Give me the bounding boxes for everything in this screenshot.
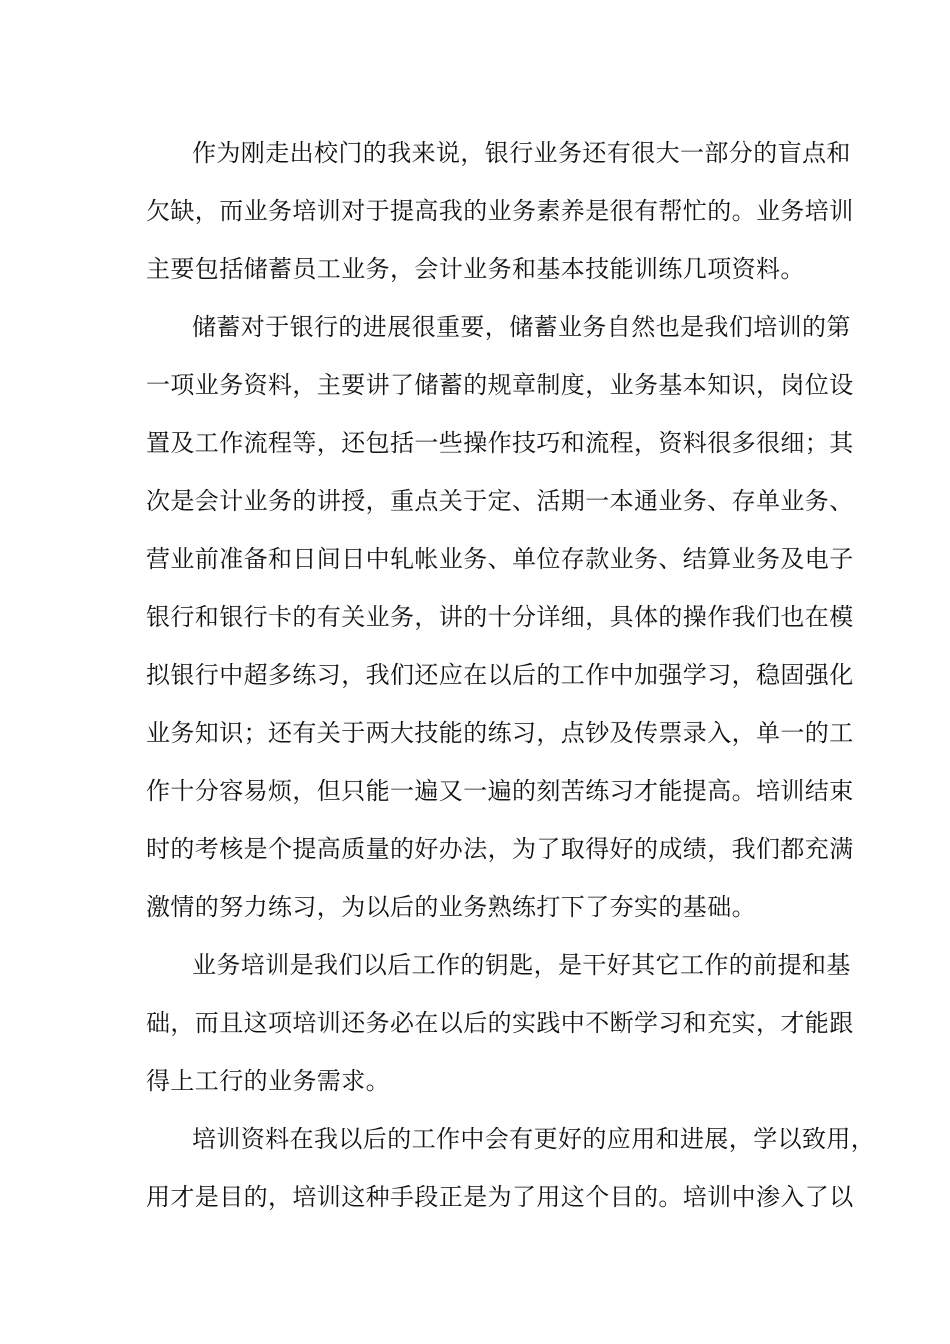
paragraph-2-line-8: 业务知识；还有关于两大技能的练习，点钞及传票录入，单一的工 <box>146 719 854 747</box>
paragraph-2-line-3: 置及工作流程等，还包括一些操作技巧和流程，资料很多很细；其 <box>146 429 854 457</box>
paragraph-2-line-6: 银行和银行卡的有关业务，讲的十分详细，具体的操作我们也在模 <box>146 603 854 631</box>
paragraph-2-line-1: 储蓄对于银行的进展很重要，储蓄业务自然也是我们培训的第 <box>192 313 851 341</box>
paragraph-2-line-5: 营业前准备和日间日中轧帐业务、单位存款业务、结算业务及电子 <box>146 545 854 573</box>
paragraph-3-line-1: 业务培训是我们以后工作的钥匙，是干好其它工作的前提和基 <box>192 951 851 979</box>
paragraph-3-line-2: 础，而且这项培训还务必在以后的实践中不断学习和充实，才能跟 <box>146 1009 854 1037</box>
paragraph-2-line-9: 作十分容易烦，但只能一遍又一遍的刻苦练习才能提高。培训结束 <box>146 777 854 805</box>
paragraph-3-line-3: 得上工行的业务需求。 <box>146 1067 390 1095</box>
paragraph-2-line-10: 时的考核是个提高质量的好办法，为了取得好的成绩，我们都充满 <box>146 835 854 863</box>
paragraph-2-line-7: 拟银行中超多练习，我们还应在以后的工作中加强学习，稳固强化 <box>146 661 854 689</box>
paragraph-4-line-2: 用才是目的，培训这种手段正是为了用这个目的。培训中渗入了以 <box>146 1183 854 1211</box>
paragraph-2-line-2: 一项业务资料，主要讲了储蓄的规章制度，业务基本知识，岗位设 <box>146 371 854 399</box>
paragraph-2-line-11: 激情的努力练习，为以后的业务熟练打下了夯实的基础。 <box>146 893 756 921</box>
paragraph-1-line-3: 主要包括储蓄员工业务，会计业务和基本技能训练几项资料。 <box>146 255 805 283</box>
paragraph-1-line-2: 欠缺，而业务培训对于提高我的业务素养是很有帮忙的。业务培训 <box>146 197 854 225</box>
paragraph-2-line-4: 次是会计业务的讲授，重点关于定、活期一本通业务、存单业务、 <box>146 487 854 515</box>
paragraph-1-line-1: 作为刚走出校门的我来说，银行业务还有很大一部分的盲点和 <box>192 139 851 167</box>
document-body <box>146 124 876 1226</box>
paragraph-4-line-1: 培训资料在我以后的工作中会有更好的应用和进展，学以致用， <box>192 1125 876 1153</box>
